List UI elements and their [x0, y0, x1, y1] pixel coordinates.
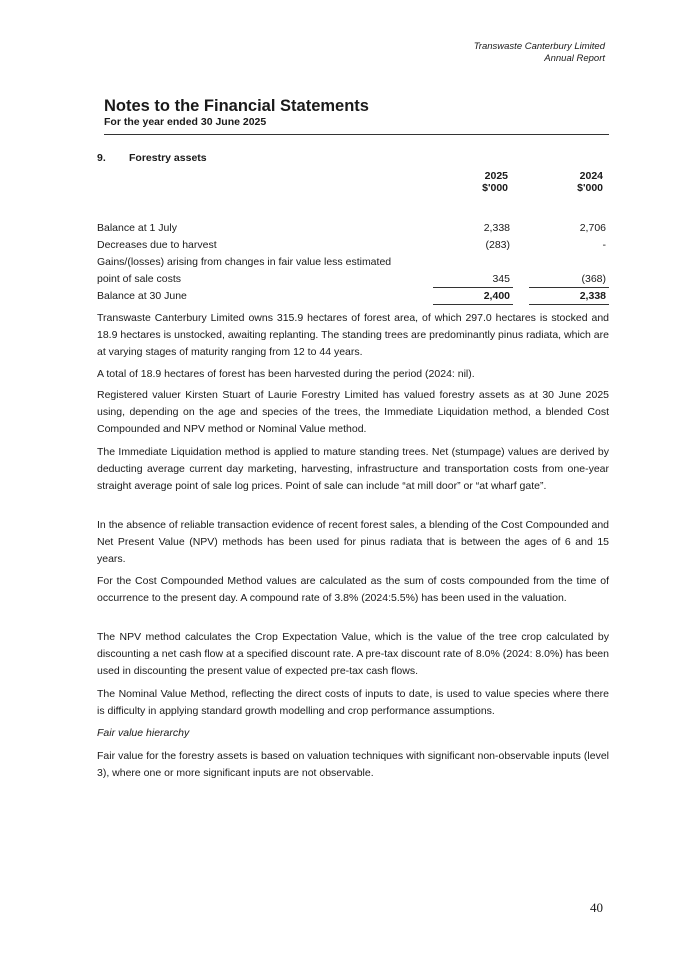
table-row	[97, 220, 609, 237]
value-2025: 2,338	[483, 222, 510, 234]
value-2024: -	[602, 239, 606, 251]
value-2025: 345	[492, 273, 510, 285]
value-2024: 2,706	[579, 222, 606, 234]
column-header-2024	[577, 170, 603, 194]
section-number: 9.	[97, 152, 106, 164]
heading-divider	[104, 134, 609, 135]
row-label: Decreases due to harvest	[97, 239, 217, 251]
running-header	[474, 41, 605, 65]
total-2024: 2,338	[579, 290, 606, 302]
company-name: Transwaste Canterbury Limited	[473, 41, 605, 52]
value-2025: (283)	[485, 239, 510, 251]
row-label: point of sale costs	[97, 273, 182, 285]
paragraph: The Nominal Value Method, reflecting the direct costs of inputs to date, is used to value species where there is difficulty in applying standard growth modelling and crop performance assumptions.	[97, 688, 609, 717]
total-rule-2025	[433, 304, 513, 305]
value-2024: (368)	[581, 273, 606, 285]
section-heading	[97, 152, 207, 164]
paragraph: For the Cost Compounded Method values are calculated as the sum of costs compounded from the time of occurrence to the present day. A compound rate of 3.8% (2024:5.5%) has been used in the valuation.	[97, 575, 609, 604]
row-label: Gains/(losses) arising from changes in fair value less estimated	[97, 256, 392, 268]
page-subtitle: For the year ended 30 June 2025	[104, 116, 267, 128]
row-label: Balance at 1 July	[97, 222, 177, 234]
page-heading	[104, 96, 609, 129]
paragraph: Registered valuer Kirsten Stuart of Laurie Forestry Limited has valued forestry assets as at 30 June 2025 using, depending on the age and species of the trees, the Immediate Liquidation method, a blended Cost Compounded and NPV method or Nominal Value method.	[97, 389, 609, 435]
paragraph: The Immediate Liquidation method is applied to mature standing trees. Net (stumpage) values are derived by deducting average current day marketing, harvesting, infrastructure and transportation costs from one-year straight average point of sale log prices. Point of sale can include “at mill door” or “at wharf gate”.	[97, 446, 609, 492]
column-header-2025	[482, 170, 508, 194]
total-rule-2024	[529, 304, 609, 305]
section-title: Forestry assets	[129, 152, 207, 164]
column-unit: $'000	[482, 182, 508, 194]
report-name: Annual Report	[544, 53, 605, 64]
subheading-fair-value-hierarchy: Fair value hierarchy	[97, 727, 190, 739]
paragraph: Transwaste Canterbury Limited owns 315.9 hectares of forest area, of which 297.0 hectares is stocked and 18.9 hectares is unstocked, awaiting replanting. The standing trees are predominantly pinus radiata, which are at varying stages of maturity ranging from 12 to 44 years.	[97, 312, 609, 358]
table-row	[97, 271, 609, 288]
subtotal-rule-2024	[529, 287, 609, 288]
table-row-total	[97, 288, 609, 305]
paragraph: A total of 18.9 hectares of forest has been harvested during the period (2024: nil).	[97, 368, 475, 380]
page-number: 40	[590, 900, 603, 915]
paragraph: Fair value for the forestry assets is based on valuation techniques with significant non-observable inputs (level 3), where one or more significant inputs are not observable.	[97, 750, 609, 779]
total-2025: 2,400	[483, 290, 510, 302]
column-year: 2025	[484, 170, 508, 182]
column-year: 2024	[579, 170, 603, 182]
column-unit: $'000	[577, 182, 603, 194]
paragraph: In the absence of reliable transaction evidence of recent forest sales, a blending of the Cost Compounded and Net Present Value (NPV) methods has been used for pinus radiata that is between the ages of 6 and 15 years.	[97, 519, 609, 565]
row-label: Balance at 30 June	[97, 290, 187, 302]
table-row	[97, 237, 609, 254]
subtotal-rule-2025	[433, 287, 513, 288]
paragraph: The NPV method calculates the Crop Expectation Value, which is the value of the tree crop calculated by discounting a net cash flow at a specified discount rate. A pre-tax discount rate of 8.0% (2024: 8.0%) has been used in discounting the present value of expected pre-tax cash flows.	[97, 631, 609, 677]
forestry-reconciliation-table	[97, 220, 609, 305]
table-row	[97, 254, 609, 271]
page-title: Notes to the Financial Statements	[104, 97, 369, 115]
